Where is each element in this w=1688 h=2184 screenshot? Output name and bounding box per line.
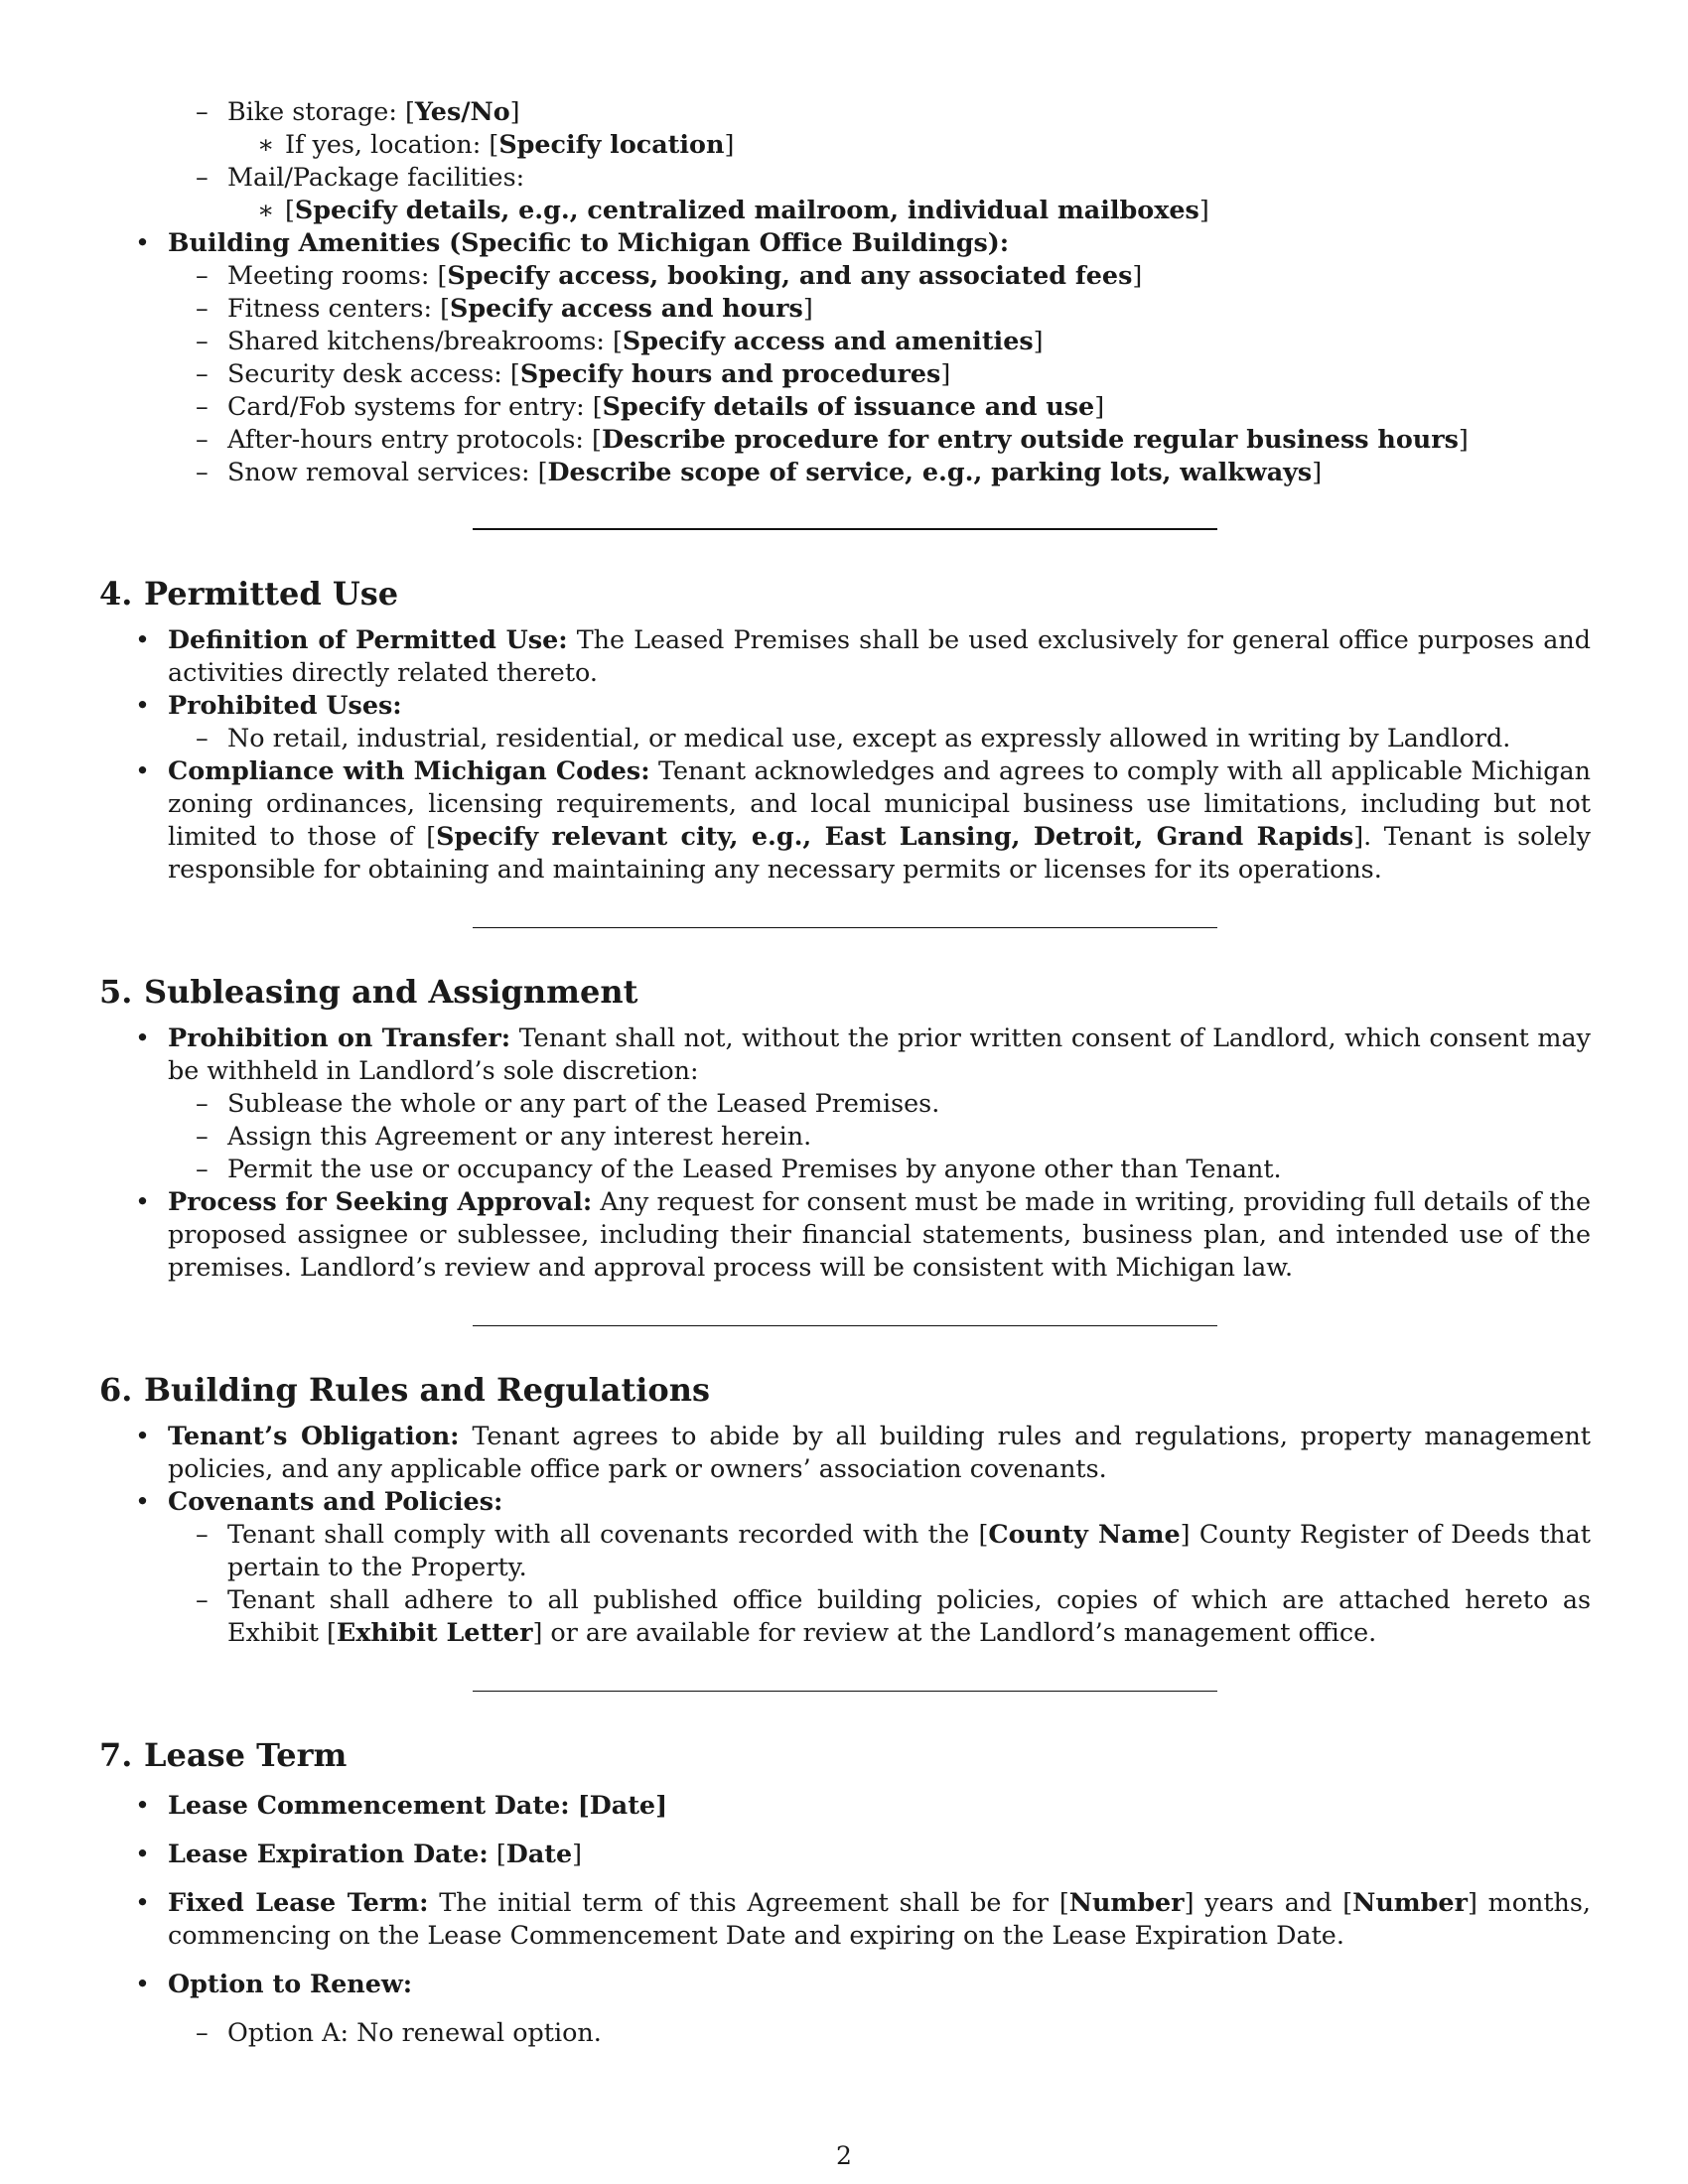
section-heading: 6. Building Rules and Regulations: [99, 1371, 711, 1409]
list-item: ∗ If yes, location: [Specify location]: [227, 128, 1591, 161]
list-item: – Shared kitchens/breakrooms: [Specify access and amenities]: [168, 325, 1591, 357]
section-heading: 5. Subleasing and Assignment: [99, 973, 638, 1011]
list-item: • Definition of Permitted Use: The Leased Premises shall be used exclusively for general office purposes and activities directly related thereto.: [99, 623, 1591, 689]
lease-term-list: [99, 1789, 1591, 2049]
list-item: – Meeting rooms: [Specify access, booking, and any associated fees]: [168, 259, 1591, 292]
list-item: – Sublease the whole or any part of the Leased Premises.: [168, 1087, 1591, 1120]
list-item: • Building Amenities (Specific to Michigan Office Buildings): – Meeting rooms: [Specify access, booking, and any associated fees] – Fitness centers: [Specify access and hours] – Shared kitchens/breakrooms: [Specify access and amenities] – Security desk access: [Specify hours and procedures] – Card/Fob systems for entry: [Specify details of issuance and use] – After-hours entry protocols: [Describe procedure for entry outside regular business hours] – Snow removal services: [Describe scope of service, e.g., parking lots, walkways]: [99, 226, 1591, 488]
list-item: – Assign this Agreement or any interest herein.: [168, 1120, 1591, 1153]
section-divider: [473, 528, 1217, 530]
list-item: • Lease Expiration Date: [Date]: [99, 1838, 1591, 1870]
list-item: ∗ [Specify details, e.g., centralized mailroom, individual mailboxes]: [227, 194, 1591, 226]
amenities-list: [99, 226, 1591, 488]
list-item: • Fixed Lease Term: The initial term of this Agreement shall be for [Number] years and [Number] months, commencing on the Lease Commencement Date and expiring on the Lease Expiration Date.: [99, 1886, 1591, 1952]
section-heading: 4. Permitted Use: [99, 575, 399, 613]
subleasing-list: [99, 1022, 1591, 1284]
list-item: • Compliance with Michigan Codes: Tenant acknowledges and agrees to comply with all applicable Michigan zoning ordinances, licensing requirements, and local municipal business use limitations, including but not limited to those of [Specify relevant city, e.g., East Lansing, Detroit, Grand Rapids]. Tenant is solely responsible for obtaining and maintaining any necessary permits or licenses for its operations.: [99, 754, 1591, 886]
section-heading: 7. Lease Term: [99, 1736, 348, 1774]
list-item: • Process for Seeking Approval: Any request for consent must be made in writing, providing full details of the proposed assignee or sublessee, including their financial statements, business plan, and intended use of the premises. Landlord’s review and approval process will be consistent with Michigan law.: [99, 1185, 1591, 1284]
list-item: – Mail/Package facilities: ∗ [Specify details, e.g., centralized mailroom, individual mailboxes]: [168, 161, 1591, 226]
list-item: – Snow removal services: [Describe scope of service, e.g., parking lots, walkways]: [168, 456, 1591, 488]
list-item: • Prohibited Uses: – No retail, industrial, residential, or medical use, except as expressly allowed in writing by Landlord.: [99, 689, 1591, 754]
page-content: [99, 95, 1591, 2065]
list-item: – Permit the use or occupancy of the Leased Premises by anyone other than Tenant.: [168, 1153, 1591, 1185]
section-divider: [473, 1691, 1217, 1692]
section-divider: [473, 1325, 1217, 1326]
facilities-list: [99, 95, 1591, 226]
list-item: • Option to Renew: – Option A: No renewal option.: [99, 1968, 1591, 2049]
permitted-use-list: [99, 623, 1591, 886]
list-item: • Prohibition on Transfer: Tenant shall not, without the prior written consent of Landlord, which consent may be withheld in Landlord’s sole discretion: – Sublease the whole or any part of the Leased Premises. – Assign this Agreement or any interest herein. – Permit the use or occupancy of the Leased Premises by anyone other than Tenant.: [99, 1022, 1591, 1185]
list-item: – Option A: No renewal option.: [168, 2016, 1591, 2049]
list-item: • Lease Commencement Date: [Date]: [99, 1789, 1591, 1822]
section-divider: [473, 927, 1217, 928]
rules-list: [99, 1420, 1591, 1649]
list-item: – Tenant shall adhere to all published office building policies, copies of which are attached hereto as Exhibit [Exhibit Letter] or are available for review at the Landlord’s management office.: [168, 1583, 1591, 1649]
page-number: 2: [836, 2141, 852, 2170]
list-item: – Card/Fob systems for entry: [Specify details of issuance and use]: [168, 390, 1591, 423]
list-item: – Bike storage: [Yes/No] ∗ If yes, location: [Specify location]: [168, 95, 1591, 161]
list-item: • Tenant’s Obligation: Tenant agrees to abide by all building rules and regulations, property management policies, and any applicable office park or owners’ association covenants.: [99, 1420, 1591, 1485]
list-item: – After-hours entry protocols: [Describe procedure for entry outside regular business hours]: [168, 423, 1591, 456]
list-item: – Security desk access: [Specify hours and procedures]: [168, 357, 1591, 390]
list-item: • Covenants and Policies: – Tenant shall comply with all covenants recorded with the [County Name] County Register of Deeds that pertain to the Property. – Tenant shall adhere to all published office building policies, copies of which are attached hereto as Exhibit [Exhibit Letter] or are available for review at the Landlord’s management office.: [99, 1485, 1591, 1649]
list-item: – Fitness centers: [Specify access and hours]: [168, 292, 1591, 325]
list-item: – No retail, industrial, residential, or medical use, except as expressly allowed in writing by Landlord.: [168, 722, 1591, 754]
list-item: – Tenant shall comply with all covenants recorded with the [County Name] County Register of Deeds that pertain to the Property.: [168, 1518, 1591, 1583]
